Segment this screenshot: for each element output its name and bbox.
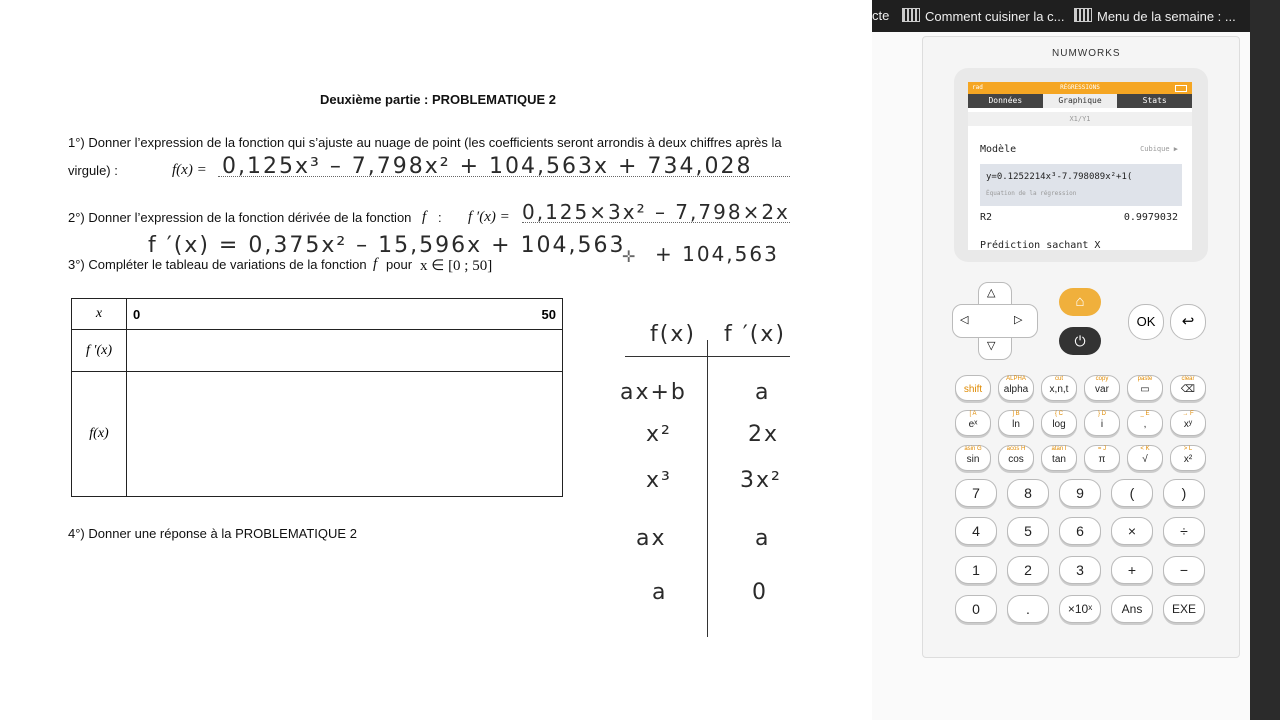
tab-title: Menu de la semaine : ... <box>1097 9 1236 24</box>
browser-tab[interactable] <box>902 8 1064 24</box>
q3-pour: pour <box>386 257 413 272</box>
browser-tab[interactable] <box>1074 8 1236 24</box>
key-square[interactable] <box>1170 445 1206 471</box>
key-8[interactable]: 8 <box>1007 479 1049 507</box>
prediction-row[interactable] <box>980 240 1182 250</box>
key-7[interactable]: 7 <box>955 479 997 507</box>
key-multiply[interactable]: × <box>1111 517 1153 545</box>
q2-colon: : <box>438 210 442 225</box>
derivative-row-left: a <box>652 580 668 605</box>
key-sup-label: = J <box>1097 446 1107 452</box>
key-5[interactable]: 5 <box>1007 517 1049 545</box>
question-2-text: 2°) Donner l’expression de la fonction dérivée de la fonction <box>68 210 412 225</box>
key-sup-label: acos H <box>1006 446 1026 452</box>
power-button[interactable] <box>1059 327 1101 355</box>
table-x-row <box>127 299 563 330</box>
key-minus[interactable]: − <box>1163 556 1205 584</box>
key-sup-label: [ A <box>969 411 977 417</box>
app-title: RÉGRESSIONS <box>1060 84 1100 91</box>
table-label-derivative: f ′(x) <box>72 330 127 372</box>
model-label: Modèle <box>980 144 1017 155</box>
series-subtitle: X1/Y1 <box>968 112 1192 126</box>
equation-caption: Équation de la régression <box>986 190 1077 197</box>
angle-mode: rad <box>972 84 983 91</box>
key-pi[interactable] <box>1084 445 1120 471</box>
calculator-tabs <box>968 94 1192 108</box>
key-label: x,n,t <box>1049 384 1069 395</box>
back-arrow-icon: ↩ <box>1181 313 1195 330</box>
table-derivative-row[interactable] <box>127 330 563 372</box>
key-sup-label: asin G <box>964 446 982 452</box>
key-tan[interactable] <box>1041 445 1077 471</box>
q2-handwritten-answer-1: 0,125×3x² – 7,798×2x <box>522 200 790 224</box>
key-dot[interactable]: . <box>1007 595 1049 623</box>
table-x-end: 50 <box>541 307 556 322</box>
r2-value: 0.9979032 <box>1123 212 1178 223</box>
key-sup-label: } D <box>1097 411 1106 417</box>
key-label: i <box>1100 419 1104 430</box>
derivative-row-left: ax+b <box>620 380 687 405</box>
page-icon <box>1074 8 1092 22</box>
back-button[interactable] <box>1170 304 1206 340</box>
key-sup-label: ] B <box>1012 411 1020 417</box>
down-arrow-icon[interactable]: ▽ <box>987 340 996 352</box>
key-label: xʸ <box>1183 419 1193 430</box>
key-toolbox[interactable] <box>1127 375 1163 401</box>
q2-f-symbol: f <box>422 209 427 225</box>
tab-donnees[interactable]: Données <box>988 96 1023 105</box>
table-x-start: 0 <box>133 307 141 322</box>
key-left-paren[interactable]: ( <box>1111 479 1153 507</box>
key-backspace[interactable] <box>1170 375 1206 401</box>
up-arrow-icon[interactable]: △ <box>987 287 996 299</box>
question-1-text: 1°) Donner l’expression de la fonction qui s’ajuste au nuage de point (les coefficients seront arrondis à deux chiffres après la <box>68 135 782 150</box>
key-label: cos <box>1008 454 1024 465</box>
r2-row <box>980 212 1182 223</box>
cursor-crosshair-icon: ✛ <box>622 249 636 266</box>
derivative-row-right: a <box>755 526 771 551</box>
key-9[interactable]: 9 <box>1059 479 1101 507</box>
key-3[interactable]: 3 <box>1059 556 1101 584</box>
home-button[interactable] <box>1059 288 1101 316</box>
key-sup-label: copy <box>1095 376 1109 382</box>
key-0[interactable]: 0 <box>955 595 997 623</box>
key-shift[interactable] <box>955 375 991 401</box>
derivative-row-left: x³ <box>646 468 672 493</box>
derivative-table-vline <box>707 340 708 637</box>
key-divide[interactable]: ÷ <box>1163 517 1205 545</box>
battery-icon <box>1175 85 1187 92</box>
key-sup-label: paste <box>1137 376 1153 382</box>
derivative-row-left: ax <box>636 526 667 551</box>
question-4-text: 4°) Donner une réponse à la PROBLEMATIQUE 2 <box>68 526 357 541</box>
key-label: sin <box>966 454 980 465</box>
key-power[interactable] <box>1170 410 1206 436</box>
key-label: , <box>1143 419 1147 430</box>
key-xnt[interactable] <box>1041 375 1077 401</box>
key-comma[interactable] <box>1127 410 1163 436</box>
key-ans[interactable]: Ans <box>1111 595 1153 623</box>
right-arrow-icon[interactable]: ▷ <box>1014 314 1023 326</box>
backspace-icon: ⌫ <box>1180 384 1196 395</box>
key-sup-label: _ E <box>1140 411 1150 417</box>
key-cos[interactable] <box>998 445 1034 471</box>
key-6[interactable]: 6 <box>1059 517 1101 545</box>
key-label: √ <box>1142 454 1148 465</box>
q2-handwritten-answer-2: f ′(x) = 0,375x² – 15,596x + 104,563 <box>148 233 626 258</box>
browser-tab-bar <box>872 0 1250 32</box>
derivative-row-right: 2x <box>748 422 780 447</box>
key-i[interactable] <box>1084 410 1120 436</box>
calculator-screen <box>968 82 1192 250</box>
derivative-row-left: x² <box>646 422 672 447</box>
key-label: shift <box>963 384 983 395</box>
model-row[interactable] <box>980 144 1182 155</box>
regression-equation: y=0.1252214x³-7.798089x²+1( <box>986 172 1133 182</box>
derivative-row-right: a <box>755 380 771 405</box>
tab-title: Comment cuisiner la c... <box>925 9 1065 24</box>
key-sup-label: { C <box>1054 411 1063 417</box>
dpad-center <box>979 305 1011 337</box>
q3-f-symbol: f <box>373 256 378 272</box>
key-sup-label: cut <box>1054 376 1063 382</box>
status-bar <box>968 82 1192 94</box>
power-icon: ⏻ <box>1074 333 1086 349</box>
key-exp[interactable] <box>955 410 991 436</box>
key-log[interactable] <box>1041 410 1077 436</box>
key-plus[interactable]: + <box>1111 556 1153 584</box>
question-3-text: 3°) Compléter le tableau de variations de la fonction <box>68 257 367 272</box>
question-1-text-cont: virgule) : <box>68 163 118 178</box>
q1-handwritten-answer: 0,125x³ – 7,798x² + 104,563x + 734,028 <box>222 154 753 179</box>
q2-handwritten-answer-3: + 104,563 <box>655 242 779 266</box>
home-icon: ⌂ <box>1075 293 1085 310</box>
key-1[interactable]: 1 <box>955 556 997 584</box>
key-right-paren[interactable]: ) <box>1163 479 1205 507</box>
key-sup-label: < K <box>1140 446 1150 452</box>
key-label: ln <box>1012 419 1020 430</box>
q2-derivative-lhs: f ′(x) = <box>468 209 510 225</box>
table-label-function: f(x) <box>72 372 127 497</box>
derivative-row-right: 0 <box>752 580 768 605</box>
key-exe[interactable]: EXE <box>1163 595 1205 623</box>
q1-function-lhs: f(x) = <box>172 162 207 178</box>
key-label: eˣ <box>968 419 978 430</box>
table-function-row[interactable] <box>127 372 563 497</box>
browser-tab[interactable]: cte <box>872 8 890 23</box>
key-2[interactable]: 2 <box>1007 556 1049 584</box>
key-ln[interactable] <box>998 410 1034 436</box>
key-sqrt[interactable] <box>1127 445 1163 471</box>
key-4[interactable]: 4 <box>955 517 997 545</box>
key-label: var <box>1095 384 1109 395</box>
page-icon <box>902 8 920 22</box>
derivative-table-header-right: f ′(x) <box>724 322 786 347</box>
key-label: alpha <box>1003 384 1029 395</box>
key-label: ▭ <box>1140 384 1150 395</box>
direction-pad <box>952 282 1036 358</box>
key-sup-label: atan I <box>1051 446 1067 452</box>
key-alpha[interactable] <box>998 375 1034 401</box>
ok-button[interactable]: OK <box>1128 304 1164 340</box>
r2-label: R2 <box>980 212 993 223</box>
tab-graphique[interactable]: Graphique <box>1043 94 1118 108</box>
left-arrow-icon[interactable]: ◁ <box>960 314 969 326</box>
key-var[interactable] <box>1084 375 1120 401</box>
key-label: x² <box>1183 454 1193 465</box>
key-label: π <box>1098 454 1106 465</box>
calculator-brand: NUMWORKS <box>1052 48 1121 59</box>
variation-table <box>71 298 563 497</box>
section-title: Deuxième partie : PROBLEMATIQUE 2 <box>320 92 556 107</box>
derivative-row-right: 3x² <box>740 468 782 493</box>
table-label-x: x <box>72 299 127 330</box>
key-sup-label: clear <box>1181 376 1195 382</box>
model-value: Cubique ▶ <box>1140 145 1178 153</box>
derivative-table-header-left: f(x) <box>650 322 696 347</box>
key-label: tan <box>1052 454 1066 465</box>
key-label: log <box>1052 419 1066 430</box>
q3-interval: x ∈ [0 ; 50] <box>420 258 493 274</box>
key-sup-label: → F <box>1182 411 1194 417</box>
prediction-label: Prédiction sachant X <box>980 240 1101 250</box>
key-x10[interactable]: ×10ˣ <box>1059 595 1101 623</box>
equation-row[interactable] <box>980 164 1182 206</box>
tab-stats[interactable]: Stats <box>1142 96 1167 105</box>
key-sup-label: ALPHA <box>1006 376 1026 382</box>
key-sin[interactable] <box>955 445 991 471</box>
key-sup-label: > L <box>1183 446 1193 452</box>
